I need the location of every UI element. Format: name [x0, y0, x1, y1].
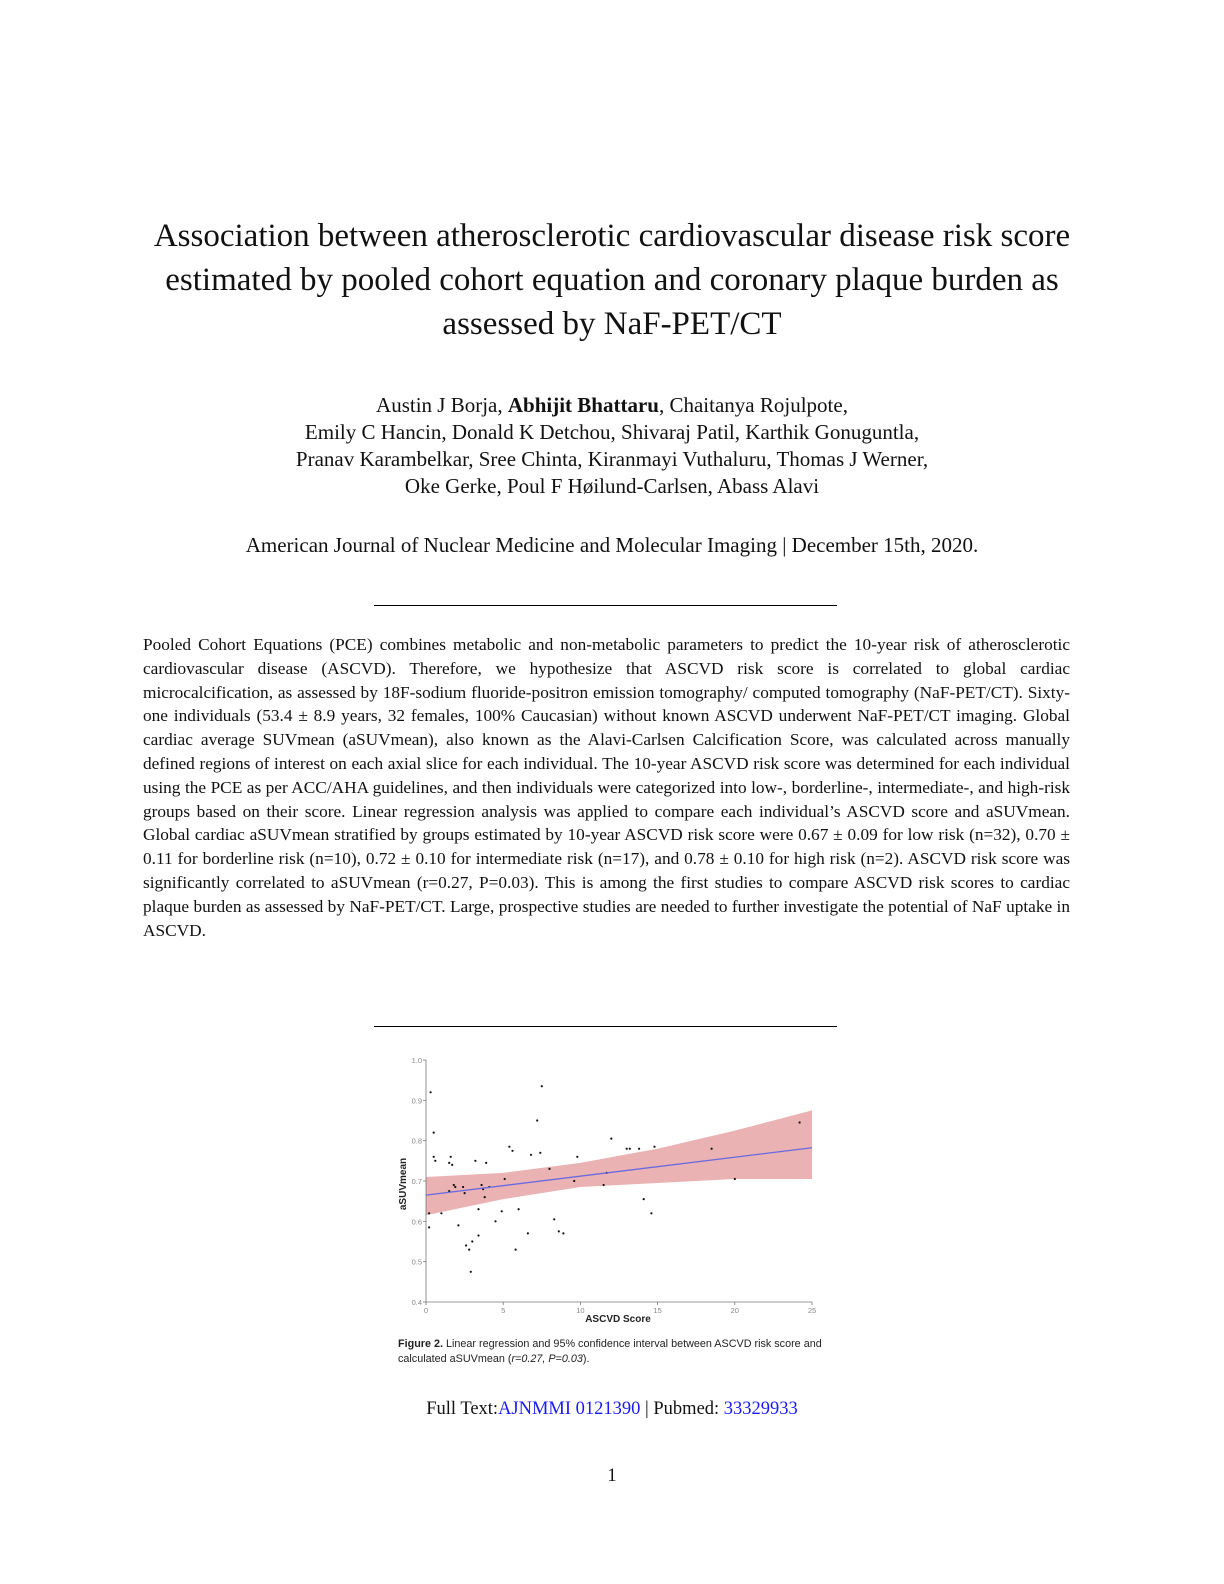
- author-name: Chaitanya Rojulpote: [669, 393, 843, 417]
- data-point: [494, 1220, 496, 1222]
- data-point: [734, 1178, 736, 1180]
- y-tick-label: 1.0: [411, 1056, 422, 1065]
- data-point: [573, 1180, 575, 1182]
- data-point: [536, 1119, 538, 1121]
- author-name: Poul F Høilund-Carlsen: [506, 474, 708, 498]
- x-tick-label: 15: [653, 1306, 662, 1315]
- journal-line: American Journal of Nuclear Medicine and Molecular Imaging | December 15th, 2020.: [245, 533, 979, 557]
- x-tick-label: 20: [730, 1306, 739, 1315]
- data-point: [603, 1184, 605, 1186]
- figure-caption: [398, 1337, 826, 1367]
- data-point: [470, 1271, 472, 1273]
- data-point: [484, 1196, 486, 1198]
- y-axis-label: aSUVmean: [398, 1157, 409, 1211]
- data-point: [558, 1230, 560, 1232]
- data-point: [541, 1085, 543, 1087]
- data-point: [477, 1234, 479, 1236]
- data-point: [643, 1198, 645, 1200]
- x-tick-label: 25: [807, 1306, 817, 1315]
- author-name: Thomas J Werner: [776, 447, 923, 471]
- data-point: [527, 1232, 529, 1234]
- data-point: [477, 1208, 479, 1210]
- data-point: [653, 1146, 655, 1148]
- data-point: [454, 1186, 456, 1188]
- top-divider: [374, 605, 837, 606]
- data-point: [626, 1148, 628, 1150]
- data-point: [711, 1148, 713, 1150]
- author-name: Oke Gerke: [404, 474, 497, 498]
- data-point: [515, 1249, 517, 1251]
- separator: |: [640, 1399, 654, 1419]
- figure-caption-stats: r=0.27, P=0.03: [511, 1353, 583, 1365]
- author-name: Emily C Hancin: [304, 420, 442, 444]
- data-point: [462, 1186, 464, 1188]
- data-point: [468, 1249, 470, 1251]
- data-point: [539, 1152, 541, 1154]
- data-point: [474, 1160, 476, 1162]
- data-point: [434, 1160, 436, 1162]
- author-name: Donald K Detchou: [451, 420, 611, 444]
- fulltext-line: [120, 1396, 1104, 1422]
- data-point: [481, 1184, 483, 1186]
- paper-title: Association between atherosclerotic cardiovascular disease risk score estimated by pooled cohort equation and coronary plaque burden as assessed by NaF-PET/CT: [153, 218, 1071, 342]
- y-tick-label: 0.6: [411, 1217, 422, 1227]
- data-point: [799, 1121, 801, 1123]
- figure-caption-label: Figure 2.: [398, 1338, 443, 1350]
- data-point: [430, 1091, 432, 1093]
- x-axis-label: ASCVD Score: [585, 1314, 651, 1325]
- author-name: Karthik Gonuguntla: [745, 420, 914, 444]
- abstract: Pooled Cohort Equations (PCE) combines metabolic and non-metabolic parameters to predict the 10-year risk of atherosclerotic cardiovascular disease (ASCVD). Therefore, we hypothesize that ASCVD risk score is correlated to global cardiac microcalcification, as assessed by 18F-sodium fluoride-positron emission tomography/ computed tomography (NaF-PET/CT). Sixty-one individuals (53.4 ± 8.9 years, 32 females, 100% Caucasian) without known ASCVD underwent NaF-PET/CT imaging. Global cardiac average SUVmean (aSUVmean), also known as the Alavi-Carlsen Calcification Score, was calculated across manually defined regions of interest on each axial slice for each individual. The 10-year ASCVD risk score was determined for each individual using the PCE as per ACC/AHA guidelines, and then individuals were categorized into low-, borderline-, intermediate-, and high-risk groups based on their score. Linear regression analysis was applied to compare each individual’s ASCVD score and aSUVmean. Global cardiac aSUVmean stratified by groups estimated by 10-year ASCVD risk score were 0.67 ± 0.09 for low risk (n=32), 0.70 ± 0.11 for borderline risk (n=10), 0.72 ± 0.10 for intermediate risk (n=17), and 0.78 ± 0.10 for high risk (n=2). ASCVD risk score was significantly correlated to aSUVmean (r=0.27, P=0.03). This is among the first studies to compare ASCVD risk scores to cardiac plaque burden as assessed by NaF-PET/CT. Large, prospective studies are needed to further investigate the potential of NaF uptake in ASCVD.: [143, 635, 1070, 940]
- data-point: [501, 1210, 503, 1212]
- author-name: Abhijit Bhattaru: [507, 393, 659, 417]
- y-tick-label: 0.9: [411, 1096, 422, 1106]
- data-point: [562, 1232, 564, 1234]
- data-point: [440, 1212, 442, 1214]
- pubmed-link[interactable]: 33329933: [723, 1399, 798, 1419]
- data-point: [610, 1138, 612, 1140]
- data-point: [485, 1162, 487, 1164]
- data-point: [650, 1212, 652, 1214]
- data-point: [638, 1148, 640, 1150]
- data-point: [576, 1156, 578, 1158]
- y-tick-label: 0.5: [411, 1257, 422, 1267]
- data-point: [464, 1192, 466, 1194]
- author-name: Kiranmayi Vuthaluru: [587, 447, 767, 471]
- author-name: Austin J Borja: [376, 393, 498, 417]
- data-point: [548, 1168, 550, 1170]
- data-point: [465, 1244, 467, 1246]
- fulltext-label: Full Text:: [426, 1399, 499, 1419]
- fulltext-link[interactable]: AJNMMI 0121390: [498, 1399, 641, 1419]
- data-point: [504, 1178, 506, 1180]
- author-list: Austin J Borja, Abhijit Bhattaru, Chaitanya Rojulpote, Emily C Hancin, Donald K Detchou, Shivaraj Patil, Karthik Gonuguntla, Pranav Karambelkar, Sree Chinta, Kiranmayi Vuthaluru, Thomas J Werner, Oke Gerke, Poul F Høilund-Carlsen, Abass Alavi: [295, 393, 929, 498]
- data-point: [428, 1226, 430, 1228]
- pubmed-label: Pubmed:: [653, 1399, 724, 1419]
- data-point: [518, 1208, 520, 1210]
- bottom-divider: [374, 1026, 837, 1027]
- confidence-band: [426, 1110, 812, 1215]
- x-tick-label: 10: [576, 1306, 585, 1315]
- data-point: [448, 1162, 450, 1164]
- page-number: 1: [607, 1466, 617, 1486]
- data-point: [433, 1132, 435, 1134]
- scatter-chart: [394, 1052, 826, 1332]
- data-point: [433, 1156, 435, 1158]
- author-name: Sree Chinta: [478, 447, 578, 471]
- data-point: [457, 1224, 459, 1226]
- author-name: Pranav Karambelkar: [295, 447, 469, 471]
- data-point: [428, 1212, 430, 1214]
- figure-caption-end: ).: [582, 1353, 590, 1365]
- figure-caption-text: Linear regression and 95% confidence interval between ASCVD risk score and calculated aSUVmean (: [398, 1338, 822, 1365]
- x-tick-label: 0: [423, 1306, 429, 1315]
- data-point: [629, 1148, 631, 1150]
- data-point: [511, 1150, 513, 1152]
- y-tick-label: 0.8: [411, 1136, 422, 1146]
- author-name: Shivaraj Patil: [621, 420, 735, 444]
- regression-figure: [394, 1052, 826, 1332]
- data-point: [553, 1218, 555, 1220]
- y-tick-label: 0.4: [411, 1298, 422, 1307]
- data-point: [471, 1240, 473, 1242]
- author-name: Abass Alavi: [716, 474, 820, 498]
- y-tick-label: 0.7: [411, 1177, 422, 1186]
- data-point: [530, 1154, 532, 1156]
- data-point: [450, 1156, 452, 1158]
- data-point: [453, 1184, 455, 1186]
- x-tick-label: 5: [501, 1306, 506, 1315]
- data-point: [508, 1146, 510, 1148]
- data-point: [451, 1164, 453, 1166]
